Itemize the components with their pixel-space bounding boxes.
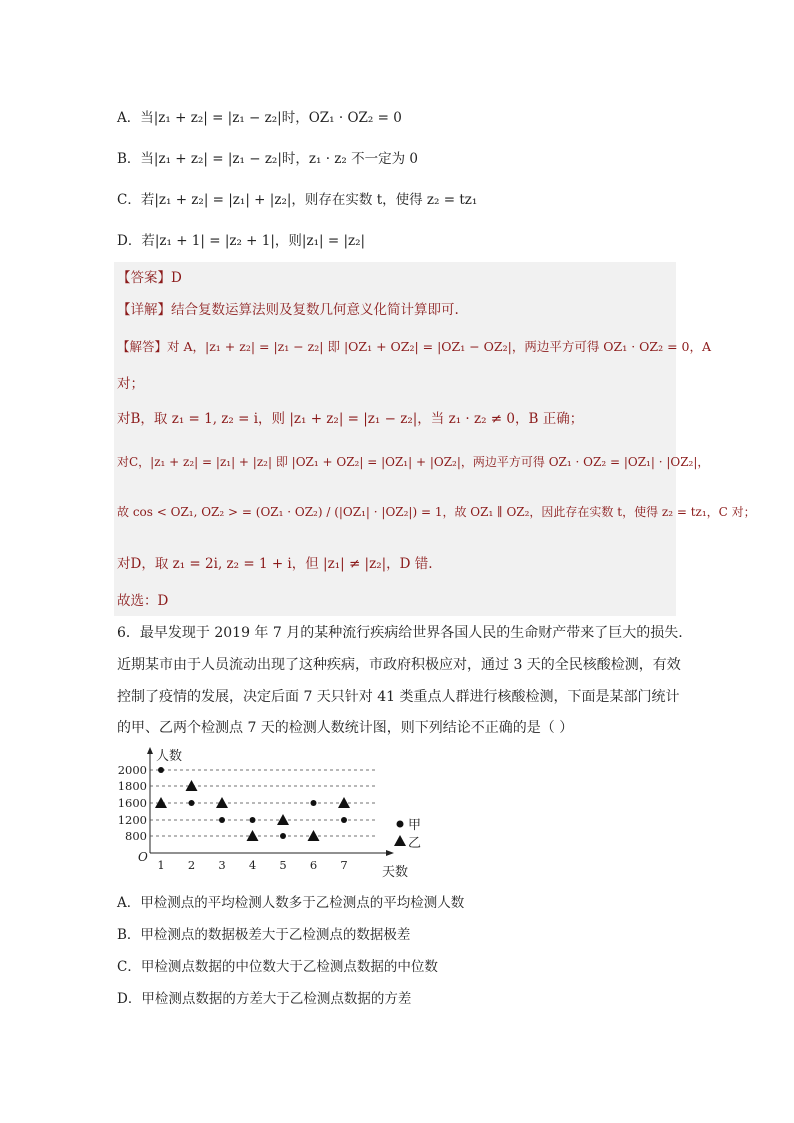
solution-a-1: 【解答】对 A，|z₁ + z₂| = |z₁ − z₂| 即 |OZ₁ + OZ₂| = |OZ₁ − OZ₂|，两边平方可得 OZ₁ · OZ₂ = 0，A	[117, 339, 712, 354]
legend-label-yi: 乙	[408, 836, 422, 851]
x-tick-label: 3	[218, 858, 226, 872]
x-axis-label: 天数	[382, 865, 409, 880]
solution-a-2: 对；	[117, 376, 144, 392]
option-d: D．甲检测点数据的方差大于乙检测点数据的方差	[117, 991, 412, 1007]
detail-line: 【详解】结合复数运算法则及复数几何意义化简计算即可.	[117, 302, 459, 318]
y-tick-label: 1600	[117, 796, 147, 810]
y-tick-label: 1200	[117, 813, 147, 827]
x-tick-label: 6	[309, 858, 318, 872]
solution-d: 对D，取 z₁ = 2i, z₂ = 1 + i，但 |z₁| ≠ |z₂|，D 错.	[117, 556, 433, 572]
data-point-jia	[341, 817, 347, 823]
data-point-jia	[280, 833, 286, 839]
data-point-yi	[186, 780, 198, 791]
solution-b: 对B，取 z₁ = 1, z₂ = i，则 |z₁ + z₂| = |z₁ − z₂|，当 z₁ · z₂ ≠ 0，B 正确；	[117, 411, 584, 427]
question-6-line-2: 近期某市由于人员流动出现了这种疾病，市政府积极应对，通过 3 天的全民核酸检测，有效	[117, 657, 681, 673]
solution-c-1: 对C，|z₁ + z₂| = |z₁| + |z₂| 即 |OZ₁ + OZ₂| = |OZ₁| + |OZ₂|，两边平方可得 OZ₁ · OZ₂ = |OZ₁| · |OZ₂|，	[117, 455, 710, 469]
data-point-yi	[308, 830, 320, 841]
option-c: C．甲检测点数据的中位数大于乙检测点数据的中位数	[117, 959, 438, 975]
y-axis-arrow	[147, 747, 153, 754]
scatter-chart	[110, 745, 430, 885]
y-tick-label: 800	[125, 829, 147, 843]
data-point-jia	[189, 800, 195, 806]
data-point-yi	[338, 797, 350, 808]
data-point-yi	[247, 830, 259, 841]
data-point-jia	[219, 817, 225, 823]
question-6-line-3: 控制了疫情的发展，决定后面 7 天只针对 41 类重点人群进行核酸检测，下面是某部门统计	[117, 689, 680, 705]
legend-label-jia: 甲	[408, 818, 422, 833]
data-point-jia	[158, 767, 164, 773]
x-tick-label: 4	[248, 858, 257, 872]
legend-marker-yi	[394, 835, 406, 846]
legend-marker-jia	[397, 821, 404, 828]
data-point-yi	[216, 797, 228, 808]
x-tick-label: 1	[157, 858, 165, 872]
x-axis-arrow	[386, 850, 394, 856]
answer-line: 【答案】D	[117, 270, 182, 286]
question-6-line-4: 的甲、乙两个检测点 7 天的检测人数统计图，则下列结论不正确的是（ ）	[117, 720, 574, 736]
option-b: B．甲检测点的数据极差大于乙检测点的数据极差	[117, 927, 411, 943]
y-axis-label: 人数	[156, 749, 183, 764]
option-d-prev: D．若|z₁ + 1| = |z₂ + 1|，则|z₁| = |z₂|	[117, 233, 366, 249]
data-point-jia	[311, 800, 317, 806]
question-6-line-1: 6．最早发现于 2019 年 7 月的某种流行疾病给世界各国人民的生命财产带来了巨大的损失.	[117, 625, 683, 641]
y-tick-label: 2000	[117, 763, 147, 777]
data-point-yi	[155, 797, 167, 808]
data-point-yi	[277, 814, 289, 825]
option-c-prev: C．若|z₁ + z₂| = |z₁| + |z₂|，则存在实数 t，使得 z₂ = tz₁	[117, 192, 478, 208]
x-tick-label: 5	[279, 858, 287, 872]
y-tick-label: 1800	[117, 779, 147, 793]
option-a-prev: A．当|z₁ + z₂| = |z₁ − z₂|时，OZ₁ · OZ₂ = 0	[117, 110, 402, 126]
solution-c-2: 故 cos < OZ₁, OZ₂ > = (OZ₁ · OZ₂) / (|OZ₁| · |OZ₂|) = 1，故 OZ₁ ∥ OZ₂，因此存在实数 t，使得 z₂ = tz₁，C 对；	[117, 505, 756, 519]
data-point-jia	[250, 817, 256, 823]
x-tick-label: 7	[340, 858, 348, 872]
option-a: A．甲检测点的平均检测人数多于乙检测点的平均检测人数	[117, 895, 465, 911]
origin-label: O	[138, 850, 148, 864]
x-tick-label: 2	[187, 858, 196, 872]
choice-line: 故选：D	[117, 593, 169, 609]
option-b-prev: B．当|z₁ + z₂| = |z₁ − z₂|时，z₁ · z₂ 不一定为 0	[117, 151, 418, 167]
